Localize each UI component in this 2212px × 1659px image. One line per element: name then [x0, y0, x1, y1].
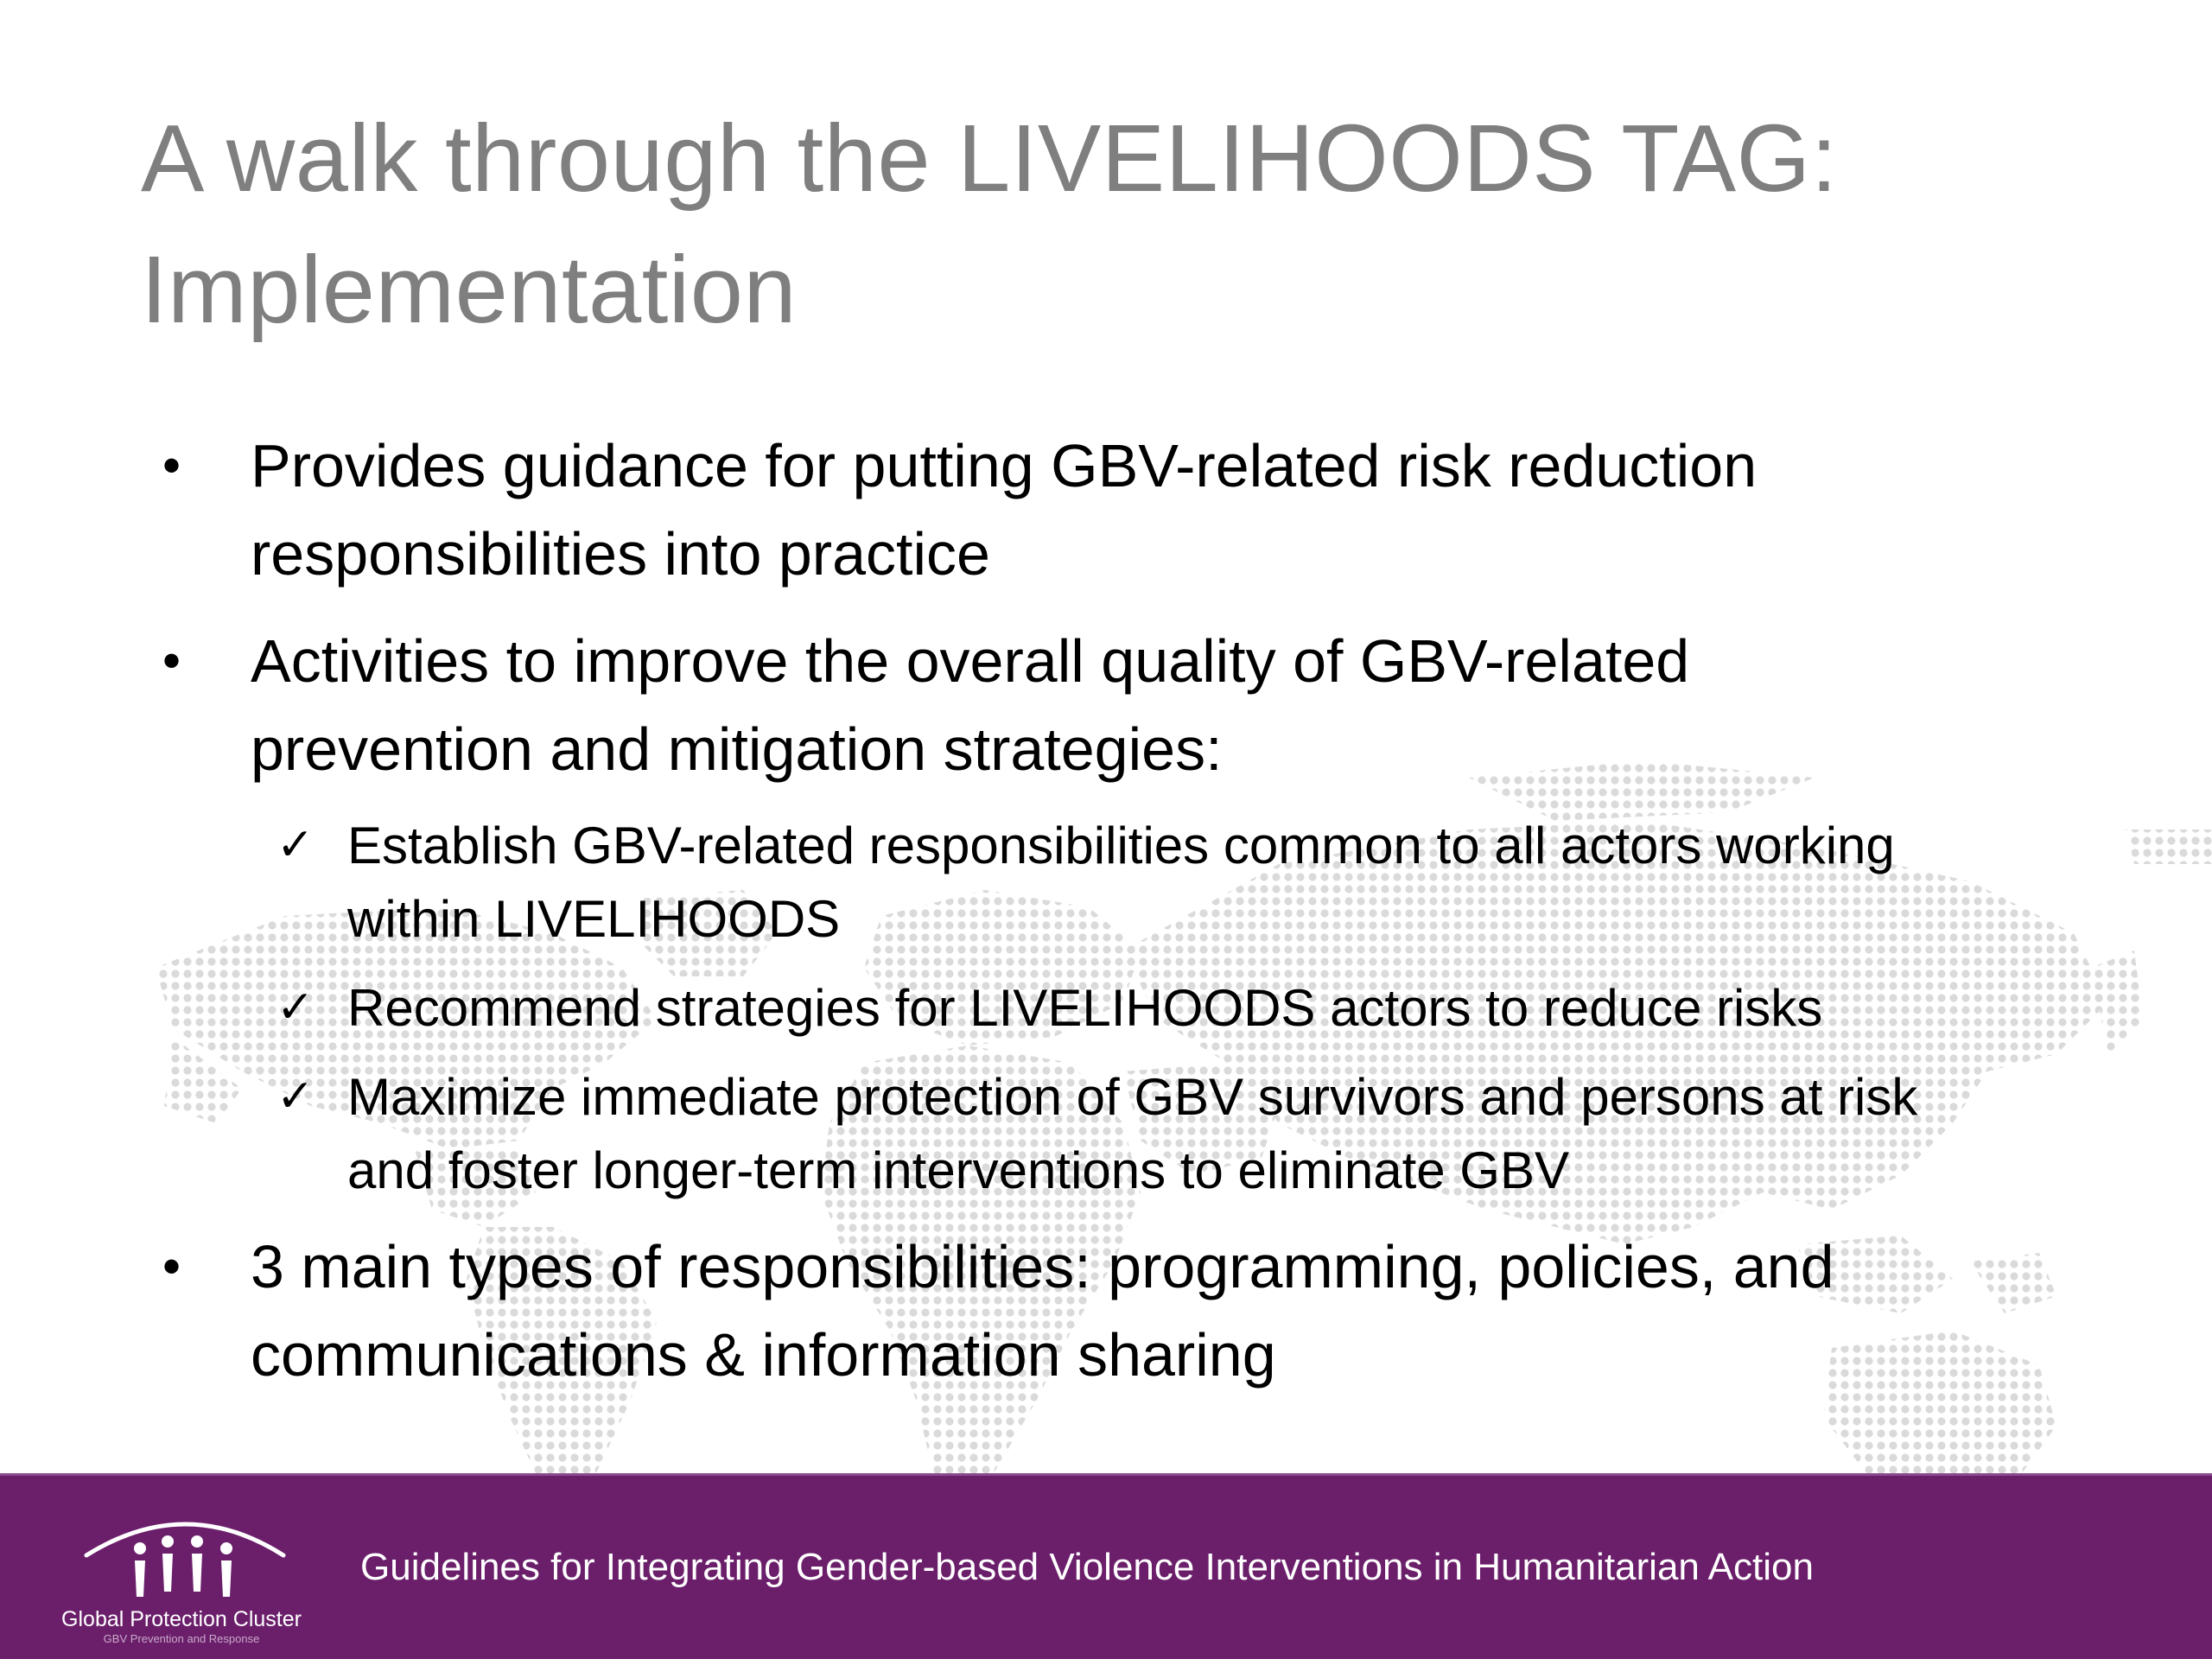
sub-bullet-text-line: and foster longer-term interventions to eliminate GBV — [347, 1141, 1570, 1199]
sub-bullet-text-line: Recommend strategies for LIVELIHOODS actors to reduce risks — [347, 979, 1823, 1037]
sub-bullet-establish — [276, 809, 2091, 956]
sub-bullet-text-line: within LIVELIHOODS — [347, 890, 841, 948]
checkmark-icon: ✓ — [276, 1071, 315, 1122]
bullet-icon: • — [162, 632, 181, 690]
sub-bullet-maximize — [276, 1060, 2091, 1207]
bullet-text-line: Activities to improve the overall quality of GBV-related — [251, 627, 1690, 695]
bullet-text-line: Provides guidance for putting GBV-related risk reduction — [251, 432, 1758, 499]
footer-bar — [0, 1473, 2212, 1659]
footer-text: Guidelines for Integrating Gender-based Violence Interventions in Humanitarian Action — [360, 1546, 1814, 1588]
sub-bullet-list — [156, 809, 2091, 1207]
logo-tagline: GBV Prevention and Response — [103, 1632, 260, 1645]
global-protection-cluster-logo — [60, 1502, 311, 1649]
bullet-text-line: communications & information sharing — [251, 1321, 1276, 1389]
bullet-icon: • — [162, 436, 181, 494]
sub-bullet-recommend — [276, 971, 2091, 1045]
checkmark-icon: ✓ — [276, 982, 315, 1033]
bullet-text-line: prevention and mitigation strategies: — [251, 715, 1223, 783]
slide-title-line-2: Implementation — [141, 237, 798, 343]
slide-title-line-1: A walk through the LIVELIHOODS TAG: — [141, 105, 1838, 212]
bullet-item-guidance — [156, 422, 2091, 598]
slide-title — [141, 93, 2085, 356]
bullet-item-activities — [156, 617, 2091, 793]
sub-bullet-text-line: Maximize immediate protection of GBV survivors and persons at risk — [347, 1068, 1918, 1126]
logo-name: Global Protection Cluster — [61, 1607, 302, 1631]
bullet-text-line: 3 main types of responsibilities: programming, policies, and — [251, 1233, 1834, 1300]
checkmark-icon: ✓ — [276, 819, 315, 871]
sub-bullet-text-line: Establish GBV-related responsibilities common to all actors working — [347, 817, 1895, 874]
bullet-item-responsibility-types — [156, 1223, 2091, 1399]
bullet-list — [156, 422, 2091, 1418]
bullet-text-line: responsibilities into practice — [251, 520, 990, 588]
bullet-icon: • — [162, 1237, 181, 1295]
